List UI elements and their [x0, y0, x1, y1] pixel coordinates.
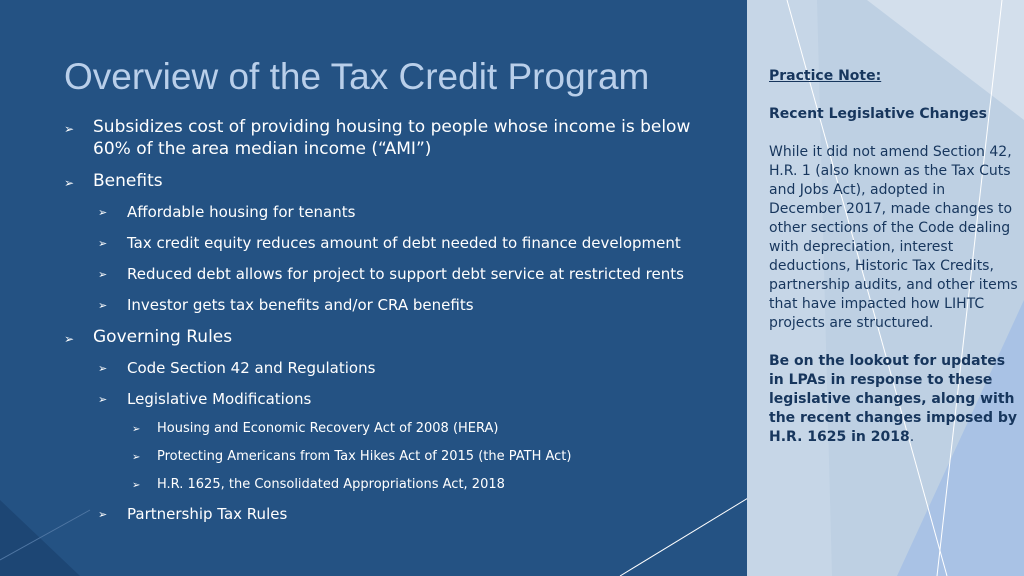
bullet-text: Partnership Tax Rules: [127, 505, 288, 523]
bullet-text: Investor gets tax benefits and/or CRA benefits: [127, 296, 474, 314]
arrow-bullet-icon: ➢: [98, 237, 108, 250]
arrow-bullet-icon: ➢: [132, 424, 141, 435]
practice-note-heading: Practice Note:: [769, 68, 882, 84]
arrow-bullet-icon: ➢: [98, 393, 108, 406]
arrow-bullet-icon: ➢: [132, 480, 141, 491]
slide-title: Overview of the Tax Credit Program: [64, 56, 650, 97]
bullet-text: Housing and Economic Recovery Act of 2008 (HERA): [157, 421, 499, 436]
practice-note-subheading: Recent Legislative Changes: [769, 106, 987, 122]
bullet-item-level-1: [64, 326, 724, 348]
arrow-bullet-icon: ➢: [98, 206, 108, 219]
bullet-item-level-2: [98, 295, 724, 315]
bullet-text: H.R. 1625, the Consolidated Appropriations Act, 2018: [157, 477, 505, 492]
bullet-item-level-2: [98, 389, 724, 409]
bullet-text: Legislative Modifications: [127, 390, 312, 408]
bullet-item-level-1: [64, 170, 724, 192]
bullet-text: Code Section 42 and Regulations: [127, 359, 376, 377]
bullet-item-level-3: [132, 448, 724, 466]
arrow-bullet-icon: ➢: [132, 452, 141, 463]
arrow-bullet-icon: ➢: [64, 122, 75, 136]
arrow-bullet-icon: ➢: [98, 299, 108, 312]
bullet-text: Affordable housing for tenants: [127, 203, 356, 221]
bullet-item-level-3: [132, 476, 724, 494]
bullet-item-level-2: [98, 358, 724, 378]
arrow-bullet-icon: ➢: [64, 176, 75, 190]
arrow-bullet-icon: ➢: [98, 268, 108, 281]
bullet-item-level-3: [132, 420, 724, 438]
bullet-text: Protecting Americans from Tax Hikes Act of 2015 (the PATH Act): [157, 449, 572, 464]
bullet-text: Reduced debt allows for project to support debt service at restricted rents: [127, 265, 684, 283]
practice-note-body: While it did not amend Section 42, H.R. 1 (also known as the Tax Cuts and Jobs Act), adopted in December 2017, made changes to other sections of the Code dealing with depreciation, interest deductions, Historic Tax Credits, partnership audits, and other items that have impacted how LIHTC projects are structured.: [769, 144, 1018, 331]
arrow-bullet-icon: ➢: [64, 332, 75, 346]
bullet-text: Governing Rules: [93, 327, 233, 347]
practice-note-emphasis-text: Be on the lookout for updates in LPAs in response to these legislative changes, along with the recent changes imposed by H.R. 1625 in 2018: [769, 353, 1018, 445]
bullet-item-level-2: [98, 233, 724, 253]
arrow-bullet-icon: ➢: [98, 508, 108, 521]
practice-note-panel: [747, 0, 1024, 576]
bullet-text: Subsidizes cost of providing housing to people whose income is below 60% of the area median income (“AMI”): [93, 117, 691, 159]
bullet-text: Benefits: [93, 171, 163, 191]
bullet-item-level-2: [98, 264, 724, 284]
bullet-text: Tax credit equity reduces amount of debt needed to finance development: [127, 234, 681, 252]
practice-note: [769, 67, 1019, 447]
bullet-item-level-1: [64, 116, 724, 160]
bullet-item-level-2: [98, 202, 724, 222]
arrow-bullet-icon: ➢: [98, 362, 108, 375]
practice-note-emphasis-period: .: [909, 429, 915, 445]
bullet-item-level-2: [98, 504, 724, 524]
practice-note-emphasis: [769, 352, 1019, 447]
bullet-list: [64, 116, 724, 535]
